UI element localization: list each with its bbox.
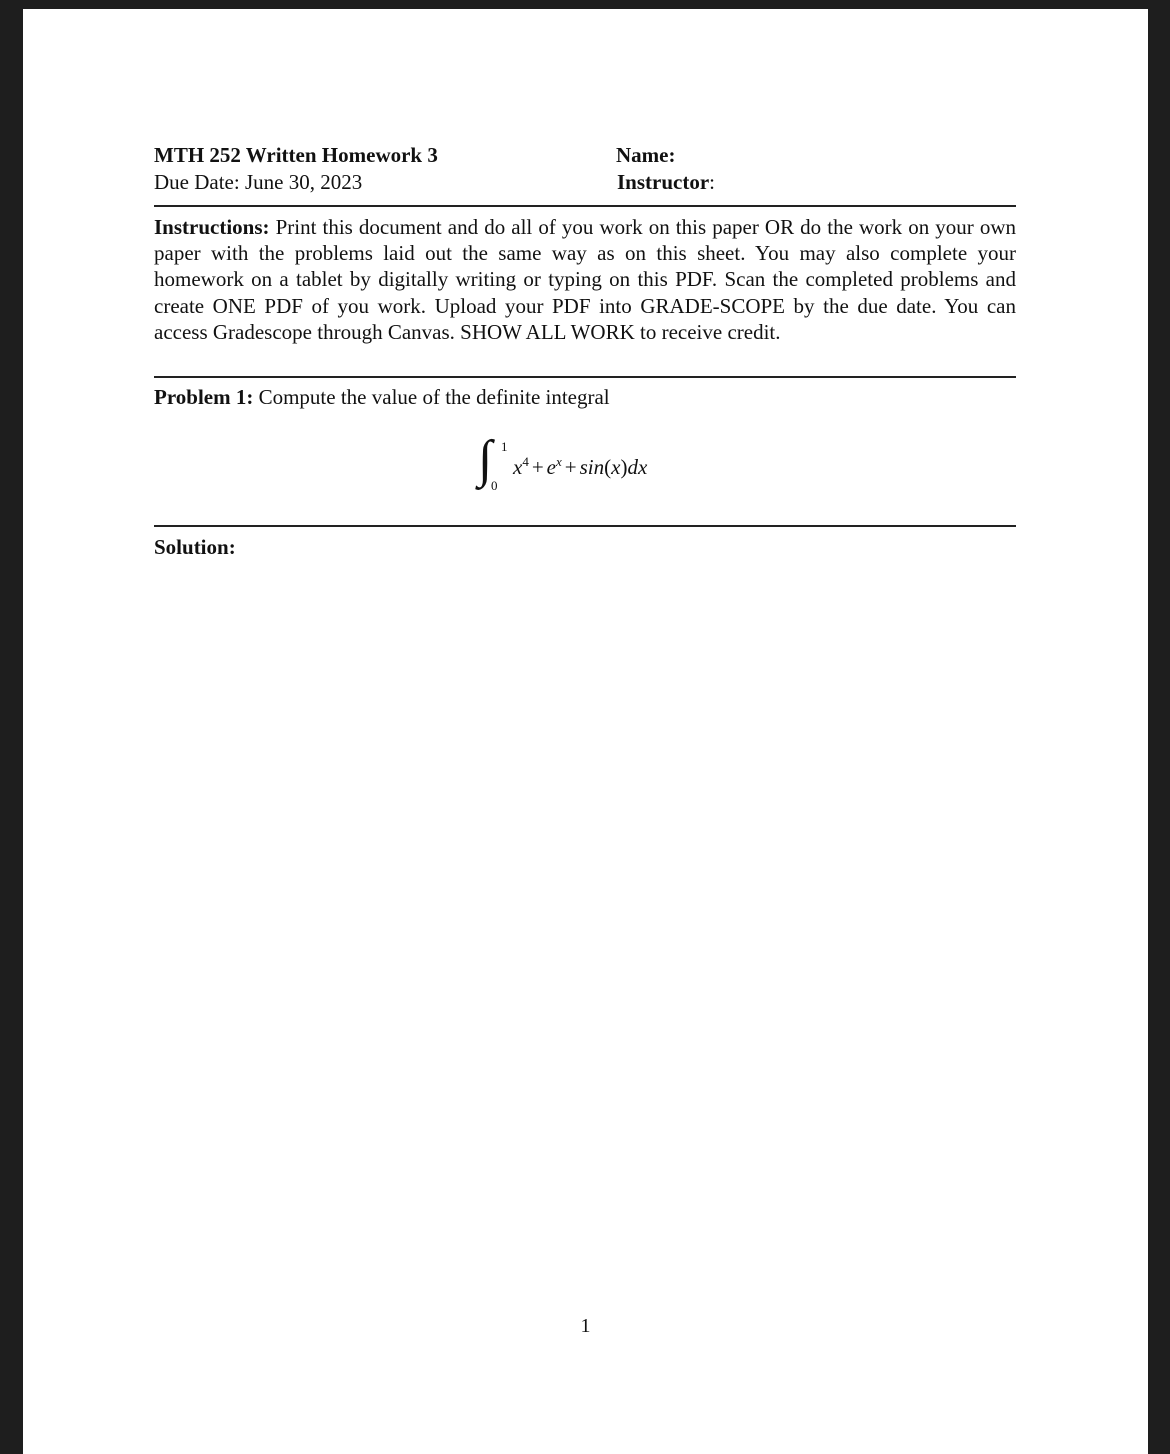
open-paren: ( (604, 455, 612, 479)
instructions-block (154, 214, 1016, 345)
page-number: 1 (580, 1315, 591, 1337)
term3-argument: x (611, 455, 621, 479)
instructor-label (617, 170, 715, 195)
integrand (513, 454, 647, 480)
problem-1 (154, 385, 1016, 410)
close-paren: ) (620, 455, 628, 479)
course-title: MTH 252 Written Homework 3 (154, 143, 438, 167)
term2-exponent: x (556, 454, 562, 469)
plus-operator: + (564, 455, 577, 479)
problem-label: Problem 1: (154, 385, 254, 409)
integral-upper-limit: 1 (501, 439, 508, 454)
instructor-label-text: Instructor (617, 170, 710, 194)
solution-label: Solution: (154, 535, 236, 559)
instructions-label: Instructions: (154, 215, 270, 239)
problem-text: Compute the value of the definite integral (253, 385, 610, 409)
document-header (154, 143, 1016, 197)
header-row-2 (154, 170, 1016, 197)
integral-sign-icon: ∫ (478, 431, 493, 488)
instructions-divider (154, 376, 1016, 378)
definite-integral (478, 431, 738, 504)
document-page (23, 9, 1148, 1454)
integral-lower-limit: 0 (491, 478, 498, 493)
term1-base: x (513, 455, 523, 479)
term1-exponent: 4 (522, 454, 529, 469)
differential: dx (627, 455, 648, 479)
instructor-label-colon: : (709, 170, 715, 194)
due-date: Due Date: June 30, 2023 (154, 170, 363, 194)
term3-function: sin (579, 455, 605, 479)
instructions-text: Print this document and do all of you work on this paper OR do the work on your own paper with the problems laid out the same way as on this sheet. You may also complete your homework on a tablet by digitally writing or typing on this PDF. Scan the completed problems and create ONE PDF of you work. Upload your PDF into GRADE-SCOPE by the due date. You can access Gradescope through Canvas. SHOW ALL WORK to receive credit. (154, 215, 1016, 344)
problem-divider (154, 525, 1016, 527)
name-label: Name: (616, 143, 676, 167)
term2-base: e (546, 455, 556, 479)
header-divider (154, 205, 1016, 207)
header-row-1 (154, 143, 1016, 170)
plus-operator: + (531, 455, 544, 479)
